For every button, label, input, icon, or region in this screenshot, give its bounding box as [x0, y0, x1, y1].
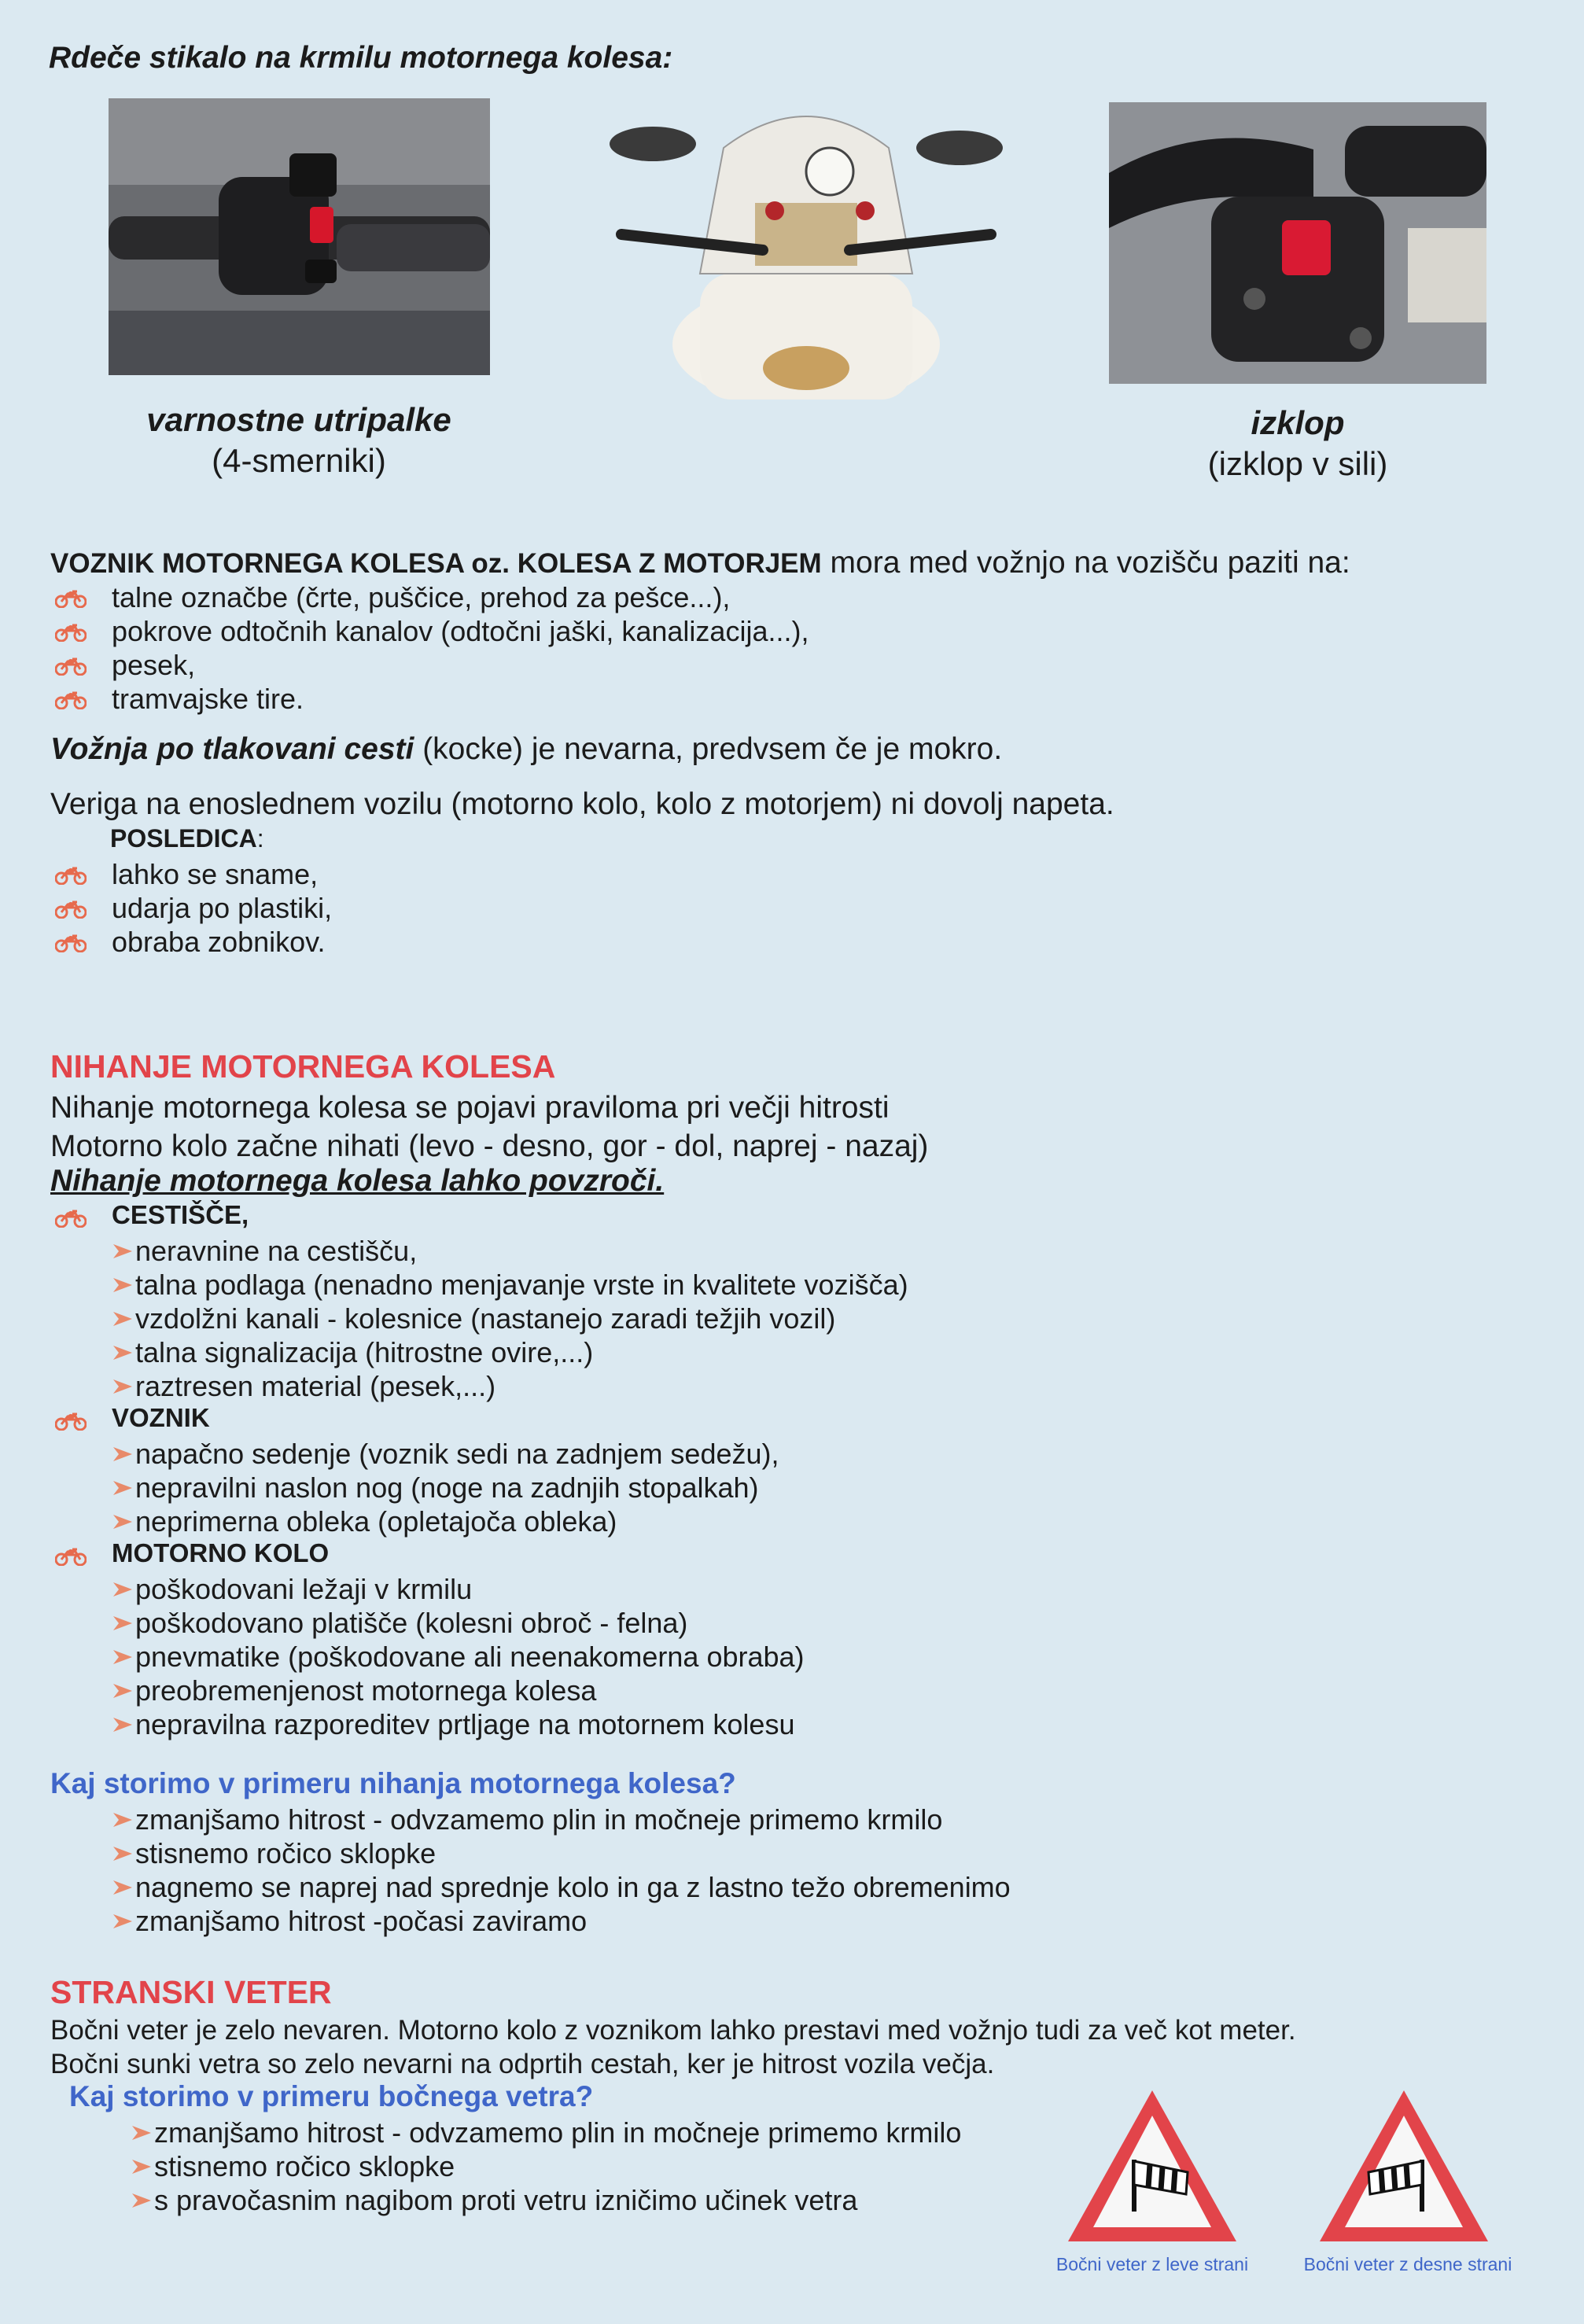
list-item: nepravilna razporeditev prtljage na motornem kolesu — [112, 1707, 908, 1741]
motorcycle-icon — [55, 655, 87, 676]
arrow-icon — [112, 1378, 134, 1395]
motorcycle-dashboard-photo — [606, 85, 1007, 400]
wobble-line1: Nihanje motornega kolesa se pojavi praviloma pri večji hitrosti — [50, 1091, 890, 1125]
arrow-icon — [112, 1243, 134, 1260]
arrow-icon — [131, 2124, 153, 2142]
list-item: zmanjšamo hitrost - odvzamemo plin in močneje primemo krmilo — [112, 1803, 1011, 1836]
motorcycle-icon — [55, 1410, 87, 1431]
motorcycle-icon — [55, 689, 87, 709]
wobble-action-heading: Kaj storimo v primeru nihanja motornega kolesa? — [50, 1767, 736, 1799]
crosswind-line1: Bočni veter je zelo nevaren. Motorno kolo z voznikom lahko prestavi med vožnjo tudi za več kot meter. — [50, 2015, 1296, 2046]
list-item: stisnemo ročico sklopke — [112, 1836, 1011, 1870]
rider-intro — [50, 545, 1350, 582]
wobble-causes-title: Nihanje motornega kolesa lahko povzroči. — [50, 1164, 665, 1198]
crosswind-left-sign-icon — [1062, 2084, 1243, 2249]
list-item: talna signalizacija (hitrostne ovire,...) — [112, 1335, 908, 1369]
crosswind-right-sign-icon — [1313, 2084, 1494, 2249]
list-item: neprimerna obleka (opletajoča obleka) — [112, 1505, 908, 1538]
list-item: raztresen material (pesek,...) — [112, 1369, 908, 1403]
group-label: MOTORNO KOLO — [112, 1538, 330, 1567]
wobble-heading: NIHANJE MOTORNEGA KOLESA — [50, 1048, 556, 1085]
group-road — [50, 1200, 908, 1234]
arrow-icon — [112, 1479, 134, 1497]
motorcycle-icon — [55, 932, 87, 952]
wobble-line2: Motorno kolo začne nihati (levo - desno, gor - dol, naprej - nazaj) — [50, 1129, 929, 1163]
crosswind-action-heading: Kaj storimo v primeru bočnega vetra? — [69, 2080, 594, 2112]
arrow-icon — [112, 1310, 134, 1328]
motorcycle-icon — [55, 587, 87, 608]
list-item: poškodovani ležaji v krmilu — [112, 1572, 908, 1606]
arrow-icon — [131, 2158, 153, 2175]
list-item: napačno sedenje (voznik sedi na zadnjem sedežu), — [112, 1437, 908, 1471]
wobble-actions-list — [112, 1803, 1011, 1938]
list-item: lahko se sname, — [50, 857, 332, 891]
rider-intro-rest: mora med vožnjo na vozišču paziti na: — [821, 546, 1350, 580]
group-label: CESTIŠČE, — [112, 1200, 249, 1229]
motorcycle-icon — [55, 1545, 87, 1566]
consequences-list — [50, 857, 332, 959]
arrow-icon — [112, 1845, 134, 1862]
kill-switch-photo — [1109, 102, 1486, 384]
list-item: neravnine na cestišču, — [112, 1234, 908, 1268]
list-item: pnevmatike (poškodovane ali neenakomerna obraba) — [112, 1640, 908, 1674]
list-item: pokrove odtočnih kanalov (odtočni jaški, kanalizacija...), — [50, 614, 809, 648]
page-title: Rdeče stikalo na krmilu motornega kolesa: — [49, 41, 673, 75]
list-item: zmanjšamo hitrost -počasi zaviramo — [112, 1904, 1011, 1938]
group-motorcycle — [50, 1538, 908, 1572]
list-item: poškodovano platišče (kolesni obroč - felna) — [112, 1606, 908, 1640]
list-item: s pravočasnim nagibom proti vetru izničimo učinek vetra — [131, 2183, 961, 2217]
list-item: tramvajske tire. — [50, 682, 809, 716]
motorcycle-causes-list — [112, 1572, 908, 1741]
hazard-caption-sub: (4-smerniki) — [212, 442, 386, 479]
cobblestone-note — [50, 731, 1002, 768]
arrow-icon — [112, 1648, 134, 1666]
list-item: zmanjšamo hitrost - odvzamemo plin in močneje primemo krmilo — [131, 2116, 961, 2149]
hazard-caption-main: varnostne utripalke — [146, 401, 451, 438]
motorcycle-icon — [55, 864, 87, 885]
crosswind-heading: STRANSKI VETER — [50, 1974, 332, 2010]
road-hazards-list — [50, 580, 809, 716]
killswitch-caption-main: izklop — [1251, 404, 1345, 441]
sign-left-caption: Bočni veter z leve strani — [1055, 2254, 1249, 2274]
list-item: talne označbe (črte, puščice, prehod za pešce...), — [50, 580, 809, 614]
killswitch-caption-sub: (izklop v sili) — [1207, 445, 1388, 482]
arrow-icon — [112, 1446, 134, 1463]
cobblestone-bold: Vožnja po tlakovani cesti — [50, 732, 414, 766]
arrow-icon — [112, 1913, 134, 1930]
sign-right-caption: Bočni veter z desne strani — [1303, 2254, 1512, 2274]
crosswind-actions-list — [131, 2116, 961, 2217]
crosswind-line2: Bočni sunki vetra so zelo nevarni na odprtih cestah, ker je hitrost vozila večja. — [50, 2049, 995, 2079]
arrow-icon — [131, 2192, 153, 2209]
list-item: nagnemo se naprej nad sprednje kolo in ga z lastno težo obremenimo — [112, 1870, 1011, 1904]
consequence-label: POSLEDICA: — [110, 824, 264, 853]
list-item: preobremenjenost motornega kolesa — [112, 1674, 908, 1707]
motorcycle-icon — [55, 621, 87, 642]
list-item: nepravilni naslon nog (noge na zadnjih stopalkah) — [112, 1471, 908, 1505]
list-item: stisnemo ročico sklopke — [131, 2149, 961, 2183]
list-item: talna podlaga (nenadno menjavanje vrste in kvalitete vozišča) — [112, 1268, 908, 1302]
list-item: obraba zobnikov. — [50, 925, 332, 959]
road-causes-list — [112, 1234, 908, 1403]
list-item: vzdolžni kanali - kolesnice (nastanejo zaradi težjih vozil) — [112, 1302, 908, 1335]
wobble-causes — [50, 1200, 908, 1741]
group-label: VOZNIK — [112, 1403, 210, 1432]
list-item: udarja po plastiki, — [50, 891, 332, 925]
arrow-icon — [112, 1513, 134, 1530]
arrow-icon — [112, 1615, 134, 1632]
arrow-icon — [112, 1811, 134, 1829]
group-rider — [50, 1403, 908, 1437]
arrow-icon — [112, 1276, 134, 1294]
killswitch-caption — [1140, 403, 1455, 484]
arrow-icon — [112, 1344, 134, 1361]
rider-intro-bold: VOZNIK MOTORNEGA KOLESA oz. KOLESA Z MOTORJEM — [50, 548, 822, 579]
arrow-icon — [112, 1581, 134, 1598]
list-item: pesek, — [50, 648, 809, 682]
arrow-icon — [112, 1682, 134, 1700]
hazard-caption — [102, 400, 495, 481]
chain-note: Veriga na enoslednem vozilu (motorno kolo, kolo z motorjem) ni dovolj napeta. — [50, 787, 1114, 821]
hazard-switch-photo — [109, 98, 490, 375]
arrow-icon — [112, 1716, 134, 1733]
rider-causes-list — [112, 1437, 908, 1538]
cobblestone-rest: (kocke) je nevarna, predvsem če je mokro. — [414, 732, 1003, 766]
arrow-icon — [112, 1879, 134, 1896]
motorcycle-icon — [55, 1207, 87, 1228]
motorcycle-icon — [55, 898, 87, 919]
